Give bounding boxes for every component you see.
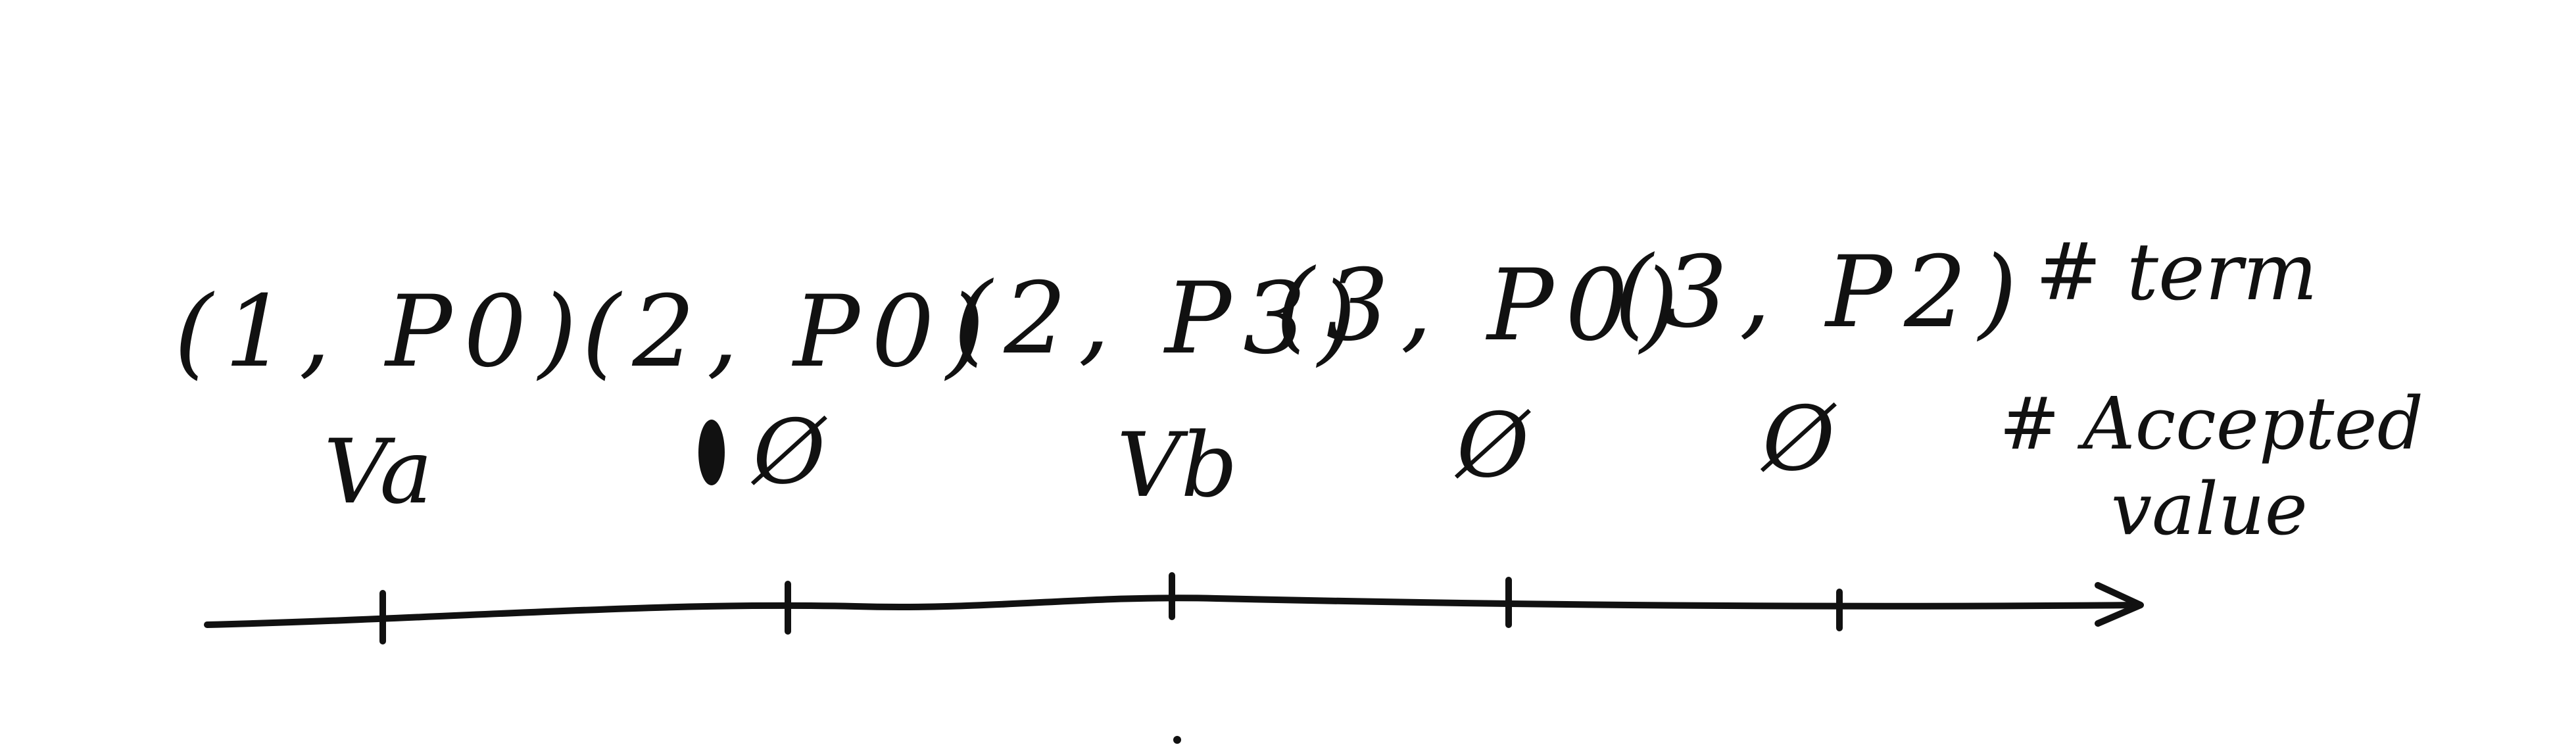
term-label-3: (2, P3)	[953, 262, 1369, 376]
accepted-value-legend-line2: value	[2111, 466, 2308, 551]
value-label-3: Vb	[1117, 414, 1238, 517]
scribble-mark	[698, 420, 725, 485]
term-legend: # term	[2035, 227, 2318, 318]
term-label-2: (2, P0)	[581, 275, 997, 389]
value-label-2: Ø	[752, 401, 826, 504]
accepted-value-legend-line1: # Accepted	[1999, 381, 2424, 466]
term-label-4: (3, P0)	[1275, 249, 1691, 363]
value-label-4: Ø	[1456, 394, 1530, 497]
term-label-5: (3, P2)	[1614, 235, 2029, 350]
value-label-5: Ø	[1762, 387, 1835, 491]
accepted-value-legend	[1999, 381, 2423, 552]
value-label-1: Va	[324, 420, 433, 523]
stray-dot	[1173, 736, 1181, 744]
term-label-1: (1, P0)	[174, 275, 589, 389]
